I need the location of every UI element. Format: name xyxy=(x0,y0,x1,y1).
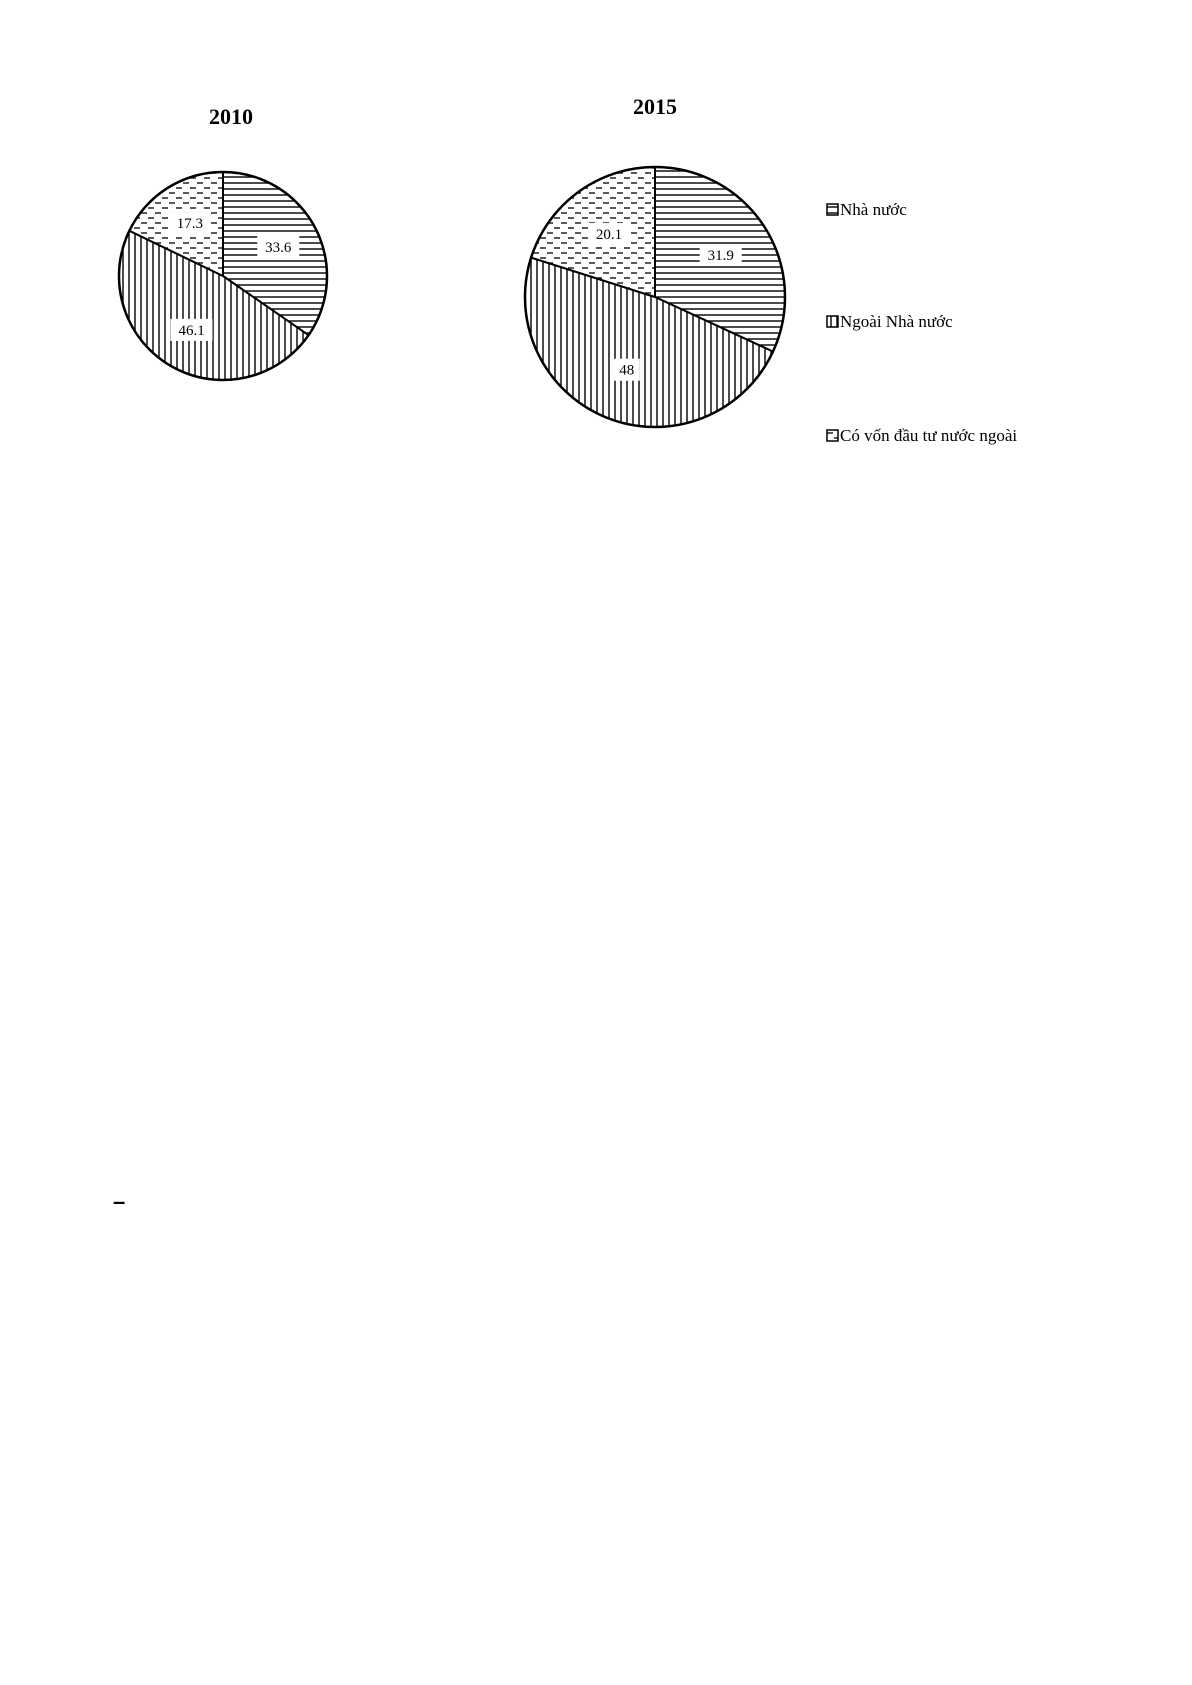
legend-item-co-von-dau-tu-nuoc-ngoai xyxy=(827,426,1017,445)
data-label-co-von-dau-tu-nuoc-ngoai-2015 xyxy=(588,223,630,245)
chart-title-2015: 2015 xyxy=(633,94,677,119)
chart-title-2010: 2010 xyxy=(209,104,253,129)
legend-swatch-ngoai-nha-nuoc xyxy=(827,316,838,327)
legend-label-ngoai-nha-nuoc: Ngoài Nhà nước xyxy=(840,312,953,331)
legend-item-nha-nuoc xyxy=(827,200,907,219)
data-label-text: 48 xyxy=(619,362,635,379)
pie-chart-2010 xyxy=(119,104,327,380)
legend-label-nha-nuoc: Nhà nước xyxy=(840,200,907,219)
data-label-text: 31.9 xyxy=(707,247,734,264)
footer-mark: – xyxy=(113,1189,126,1214)
pie-chart-2015 xyxy=(525,94,785,427)
data-label-ngoai-nha-nuoc-2010 xyxy=(171,319,213,341)
legend-swatch-nha-nuoc xyxy=(827,204,838,215)
data-label-text: 46.1 xyxy=(178,322,205,339)
legend-item-ngoai-nha-nuoc xyxy=(827,312,953,331)
data-label-text: 33.6 xyxy=(265,240,292,257)
data-label-nha-nuoc-2015 xyxy=(700,244,742,266)
data-label-text: 17.3 xyxy=(176,216,203,233)
data-label-co-von-dau-tu-nuoc-ngoai-2010 xyxy=(169,212,211,234)
legend-label-co-von-dau-tu-nuoc-ngoai: Có vốn đầu tư nước ngoài xyxy=(840,426,1018,445)
data-label-ngoai-nha-nuoc-2015 xyxy=(614,359,640,381)
legend xyxy=(827,200,1017,445)
slices-2015 xyxy=(525,167,785,427)
data-label-nha-nuoc-2010 xyxy=(257,236,299,258)
data-label-text: 20.1 xyxy=(595,227,623,244)
legend-swatch-co-von-dau-tu-nuoc-ngoai xyxy=(827,430,838,441)
